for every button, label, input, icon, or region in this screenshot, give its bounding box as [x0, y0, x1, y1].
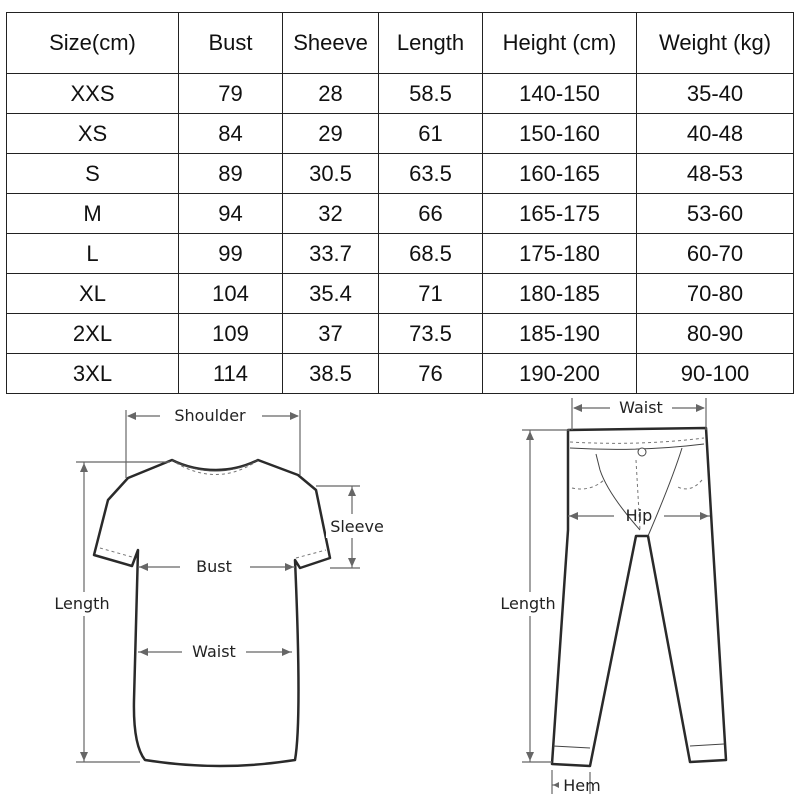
cell-sleeve: 28	[283, 74, 379, 114]
pants-length-label: Length	[500, 594, 556, 613]
cell-height: 165-175	[483, 194, 637, 234]
cell-sleeve: 35.4	[283, 274, 379, 314]
cell-bust: 94	[179, 194, 283, 234]
cell-weight: 35-40	[637, 74, 794, 114]
cell-sleeve: 33.7	[283, 234, 379, 274]
cell-length: 68.5	[379, 234, 483, 274]
hem-label: Hem	[563, 776, 601, 795]
pants-outline-icon	[552, 428, 726, 766]
cell-weight: 53-60	[637, 194, 794, 234]
size-table	[6, 12, 794, 394]
table-row	[7, 74, 794, 114]
hip-label: Hip	[625, 506, 653, 525]
cell-size: S	[7, 154, 179, 194]
cell-height: 150-160	[483, 114, 637, 154]
cell-bust: 104	[179, 274, 283, 314]
tshirt-outline-icon	[94, 460, 330, 766]
cell-sleeve: 32	[283, 194, 379, 234]
table-row	[7, 114, 794, 154]
shirt-diagram	[0, 390, 800, 800]
header-length: Length	[379, 13, 483, 74]
cell-sleeve: 38.5	[283, 354, 379, 394]
cell-bust: 84	[179, 114, 283, 154]
cell-height: 160-165	[483, 154, 637, 194]
pants-waist-label: Waist	[619, 398, 663, 417]
header-sleeve: Sheeve	[283, 13, 379, 74]
cell-bust: 79	[179, 74, 283, 114]
cell-size: XL	[7, 274, 179, 314]
header-row	[7, 13, 794, 74]
cell-weight: 80-90	[637, 314, 794, 354]
cell-length: 63.5	[379, 154, 483, 194]
cell-length: 58.5	[379, 74, 483, 114]
table-row	[7, 354, 794, 394]
cell-length: 61	[379, 114, 483, 154]
cell-size: L	[7, 234, 179, 274]
table-row	[7, 194, 794, 234]
cell-sleeve: 29	[283, 114, 379, 154]
header-size: Size(cm)	[7, 13, 179, 74]
header-weight: Weight (kg)	[637, 13, 794, 74]
cell-bust: 99	[179, 234, 283, 274]
hem-measure	[552, 770, 601, 795]
cell-sleeve: 37	[283, 314, 379, 354]
cell-size: XS	[7, 114, 179, 154]
cell-bust: 89	[179, 154, 283, 194]
sleeve-label: Sleeve	[330, 517, 384, 536]
cell-length: 76	[379, 354, 483, 394]
header-bust: Bust	[179, 13, 283, 74]
cell-height: 140-150	[483, 74, 637, 114]
cell-height: 185-190	[483, 314, 637, 354]
table-body	[7, 74, 794, 394]
table-row	[7, 154, 794, 194]
shoulder-label: Shoulder	[174, 406, 246, 425]
cell-height: 180-185	[483, 274, 637, 314]
cell-height: 175-180	[483, 234, 637, 274]
cell-weight: 70-80	[637, 274, 794, 314]
pants-waist-measure	[572, 398, 706, 430]
cell-bust: 114	[179, 354, 283, 394]
header-height: Height (cm)	[483, 13, 637, 74]
table-row	[7, 234, 794, 274]
cell-bust: 109	[179, 314, 283, 354]
cell-size: 3XL	[7, 354, 179, 394]
cell-weight: 90-100	[637, 354, 794, 394]
cell-size: M	[7, 194, 179, 234]
cell-sleeve: 30.5	[283, 154, 379, 194]
table-row	[7, 274, 794, 314]
bust-label: Bust	[196, 557, 232, 576]
table-row	[7, 314, 794, 354]
waist-label: Waist	[192, 642, 236, 661]
cell-size: 2XL	[7, 314, 179, 354]
cell-length: 66	[379, 194, 483, 234]
cell-length: 71	[379, 274, 483, 314]
cell-length: 73.5	[379, 314, 483, 354]
shirt-length-label: Length	[54, 594, 110, 613]
cell-weight: 40-48	[637, 114, 794, 154]
cell-weight: 60-70	[637, 234, 794, 274]
cell-size: XXS	[7, 74, 179, 114]
cell-height: 190-200	[483, 354, 637, 394]
cell-weight: 48-53	[637, 154, 794, 194]
